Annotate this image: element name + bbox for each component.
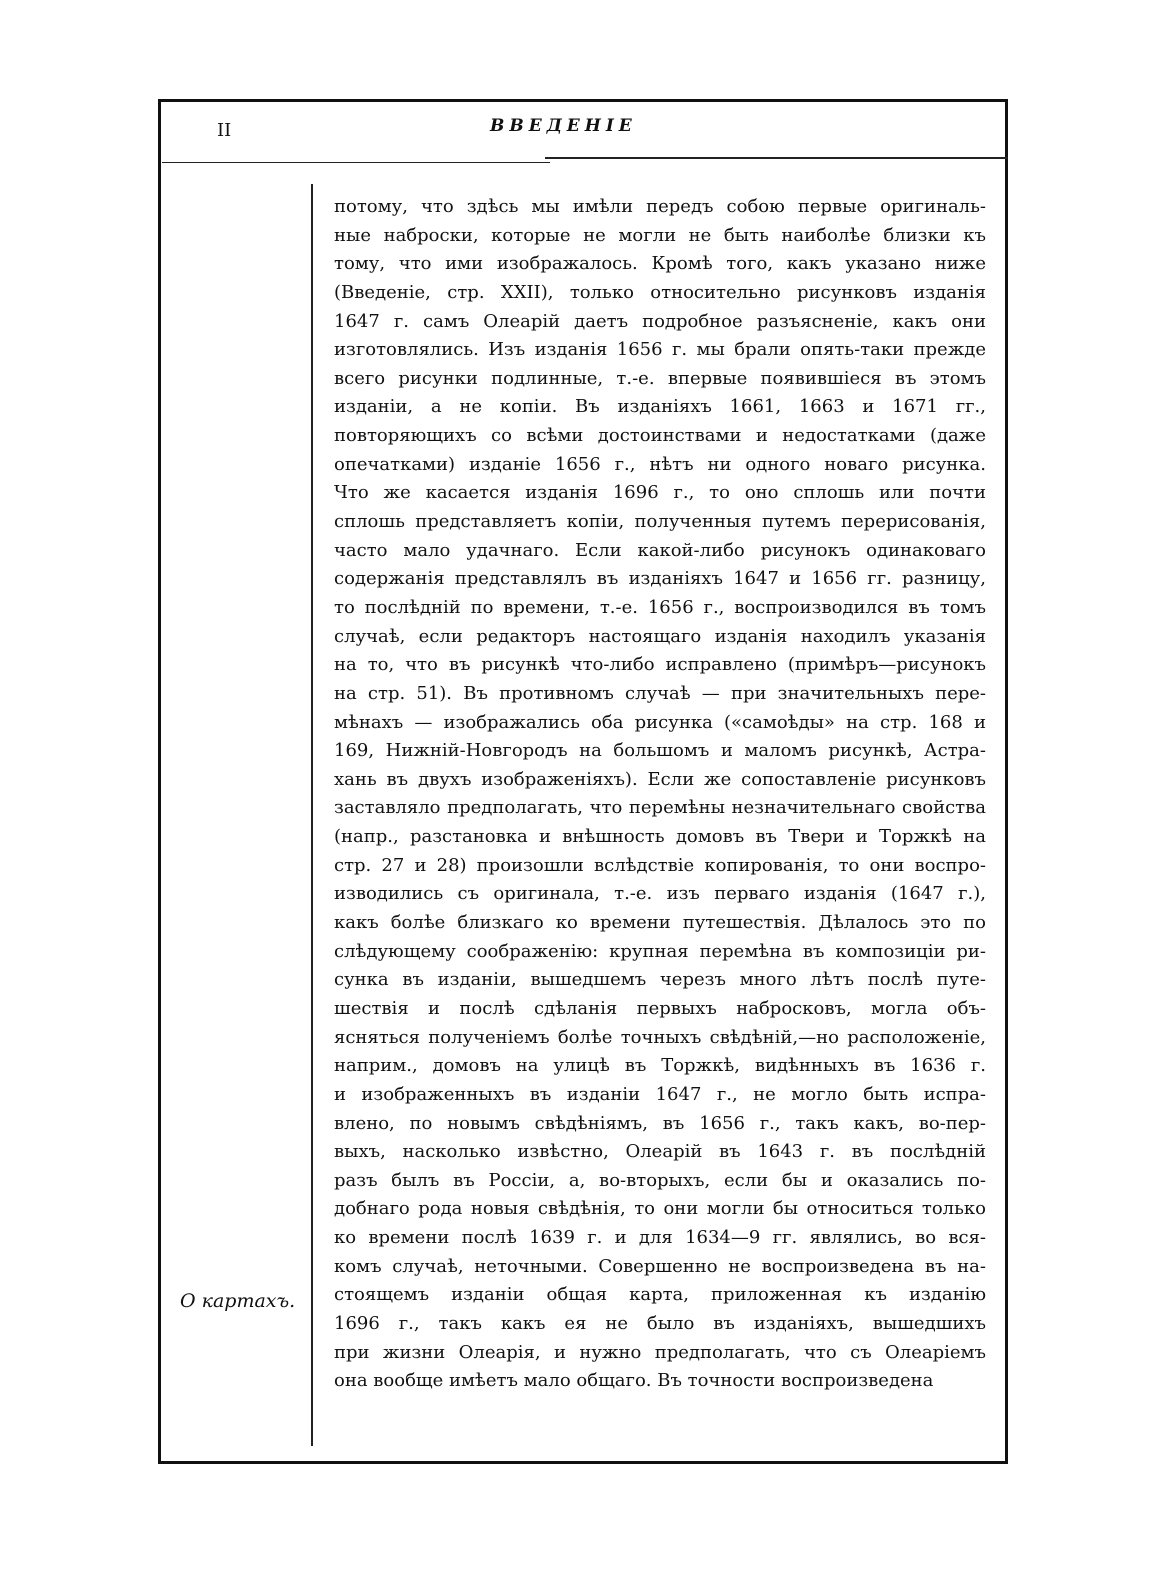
text-line: сунка въ изданіи, вышедшемъ черезъ много лѣтъ послѣ путе- (334, 969, 986, 991)
text-line: шествія и послѣ сдѣланія первыхъ набросковъ, могла объ- (334, 997, 986, 1019)
text-line: потому, что здѣсь мы имѣли передъ собою первые оригиналь- (334, 196, 986, 217)
text-line: на то, что въ рисункѣ что-либо исправлено (примѣръ—рисунокъ (334, 654, 986, 676)
text-line: слѣдующему соображенію: крупная перемѣна въ композиціи ри- (334, 940, 986, 962)
text-line: выхъ, насколько извѣстно, Олеарій въ 1643 г. въ послѣдній (334, 1141, 986, 1163)
text-line: случаѣ, если редакторъ настоящаго изданія находилъ указанія (334, 625, 986, 647)
text-line: изданіи, а не копіи. Въ изданіяхъ 1661, 1663 и 1671 гг., (334, 396, 986, 418)
body-text (334, 193, 986, 1396)
text-line: 1696 г., такъ какъ ея не было въ изданіяхъ, вышедшихъ (334, 1312, 986, 1334)
text-line: изготовлялись. Изъ изданія 1656 г. мы брали опять-таки прежде (334, 339, 986, 361)
page-number: II (217, 120, 232, 141)
text-line: Что же касается изданія 1696 г., то оно сплошь или почти (334, 482, 986, 504)
text-line: стоящемъ изданіи общая карта, приложенная къ изданію (334, 1284, 986, 1306)
text-line: наприм., домовъ на улицѣ въ Торжкѣ, видѣнныхъ въ 1636 г. (334, 1055, 986, 1077)
text-line: мѣнахъ — изображались оба рисунка («самоѣды» на стр. 168 и (334, 711, 986, 733)
text-line: то послѣдній по времени, т.-е. 1656 г., воспроизводился въ томъ (334, 596, 986, 618)
header-rule-left (162, 162, 550, 163)
frame-right-rule (1005, 99, 1008, 1464)
text-line: заставляло предполагать, что перемѣны незначительнаго свойства (334, 797, 986, 819)
running-title: ВВЕДЕНІЕ (490, 116, 637, 136)
text-line: ко времени послѣ 1639 г. и для 1634—9 гг. являлись, во вся- (334, 1227, 986, 1249)
text-line: хань въ двухъ изображеніяхъ). Если же сопоставленіе рисунковъ (334, 768, 986, 790)
text-line: какъ болѣе близкаго ко времени путешествія. Дѣлалось это по (334, 912, 986, 934)
text-line: (Введеніе, стр. XXII), только относительно рисунковъ изданія (334, 281, 986, 303)
margin-note: О картахъ. (180, 1290, 296, 1312)
text-line: комъ случаѣ, неточными. Совершенно не воспроизведена въ на- (334, 1255, 986, 1277)
text-line: (напр., разстановка и внѣшность домовъ въ Твери и Торжкѣ на (334, 826, 986, 848)
frame-bottom-rule (160, 1461, 1008, 1464)
text-line: опечатками) изданіе 1656 г., нѣтъ ни одного новаго рисунка. (334, 453, 986, 475)
text-line: ясняться полученіемъ болѣе точныхъ свѣдѣній,—но расположеніе, (334, 1026, 986, 1048)
text-line: разъ былъ въ Россіи, а, во-вторыхъ, если бы и оказались по- (334, 1169, 986, 1191)
text-line: содержанія представлялъ въ изданіяхъ 1647 и 1656 гг. разницу, (334, 568, 986, 590)
text-line: часто мало удачнаго. Если какой-либо рисунокъ одинаковаго (334, 539, 986, 561)
text-line: влено, по новымъ свѣдѣніямъ, въ 1656 г., такъ какъ, во-пер- (334, 1112, 986, 1134)
text-line: и изображенныхъ въ изданіи 1647 г., не могло быть испра- (334, 1083, 986, 1105)
text-line: сплошь представляетъ копіи, полученныя путемъ перерисованія, (334, 511, 986, 533)
text-line: добнаго рода новыя свѣдѣнія, то они могли бы относиться только (334, 1198, 986, 1220)
text-line: изводились съ оригинала, т.-е. изъ перваго изданія (1647 г.), (334, 883, 986, 905)
frame-top-rule (160, 99, 1008, 102)
frame-left-rule (158, 99, 161, 1464)
text-line: повторяющихъ со всѣми достоинствами и недостатками (даже (334, 425, 986, 447)
text-line: при жизни Олеарія, и нужно предполагать, что съ Олеаріемъ (334, 1341, 986, 1363)
text-line: ные наброски, которые не могли не быть наиболѣе близки къ (334, 224, 986, 246)
text-line: на стр. 51). Въ противномъ случаѣ — при значительныхъ пере- (334, 682, 986, 704)
text-line: 169, Нижній-Новгородъ на большомъ и маломъ рисункѣ, Астра- (334, 740, 986, 762)
text-line: 1647 г. самъ Олеарій даетъ подробное разъясненіе, какъ они (334, 310, 986, 332)
text-line: стр. 27 и 28) произошли вслѣдствіе копированія, то они воспро- (334, 854, 986, 876)
text-line: она вообще имѣетъ мало общаго. Въ точности воспроизведена (334, 1370, 934, 1392)
header-rule-right (545, 157, 1008, 159)
text-line: тому, что ими изображалось. Кромѣ того, какъ указано ниже (334, 253, 986, 275)
text-line: всего рисунки подлинные, т.-е. впервые появившіеся въ этомъ (334, 367, 986, 389)
margin-column-rule (311, 184, 313, 1446)
